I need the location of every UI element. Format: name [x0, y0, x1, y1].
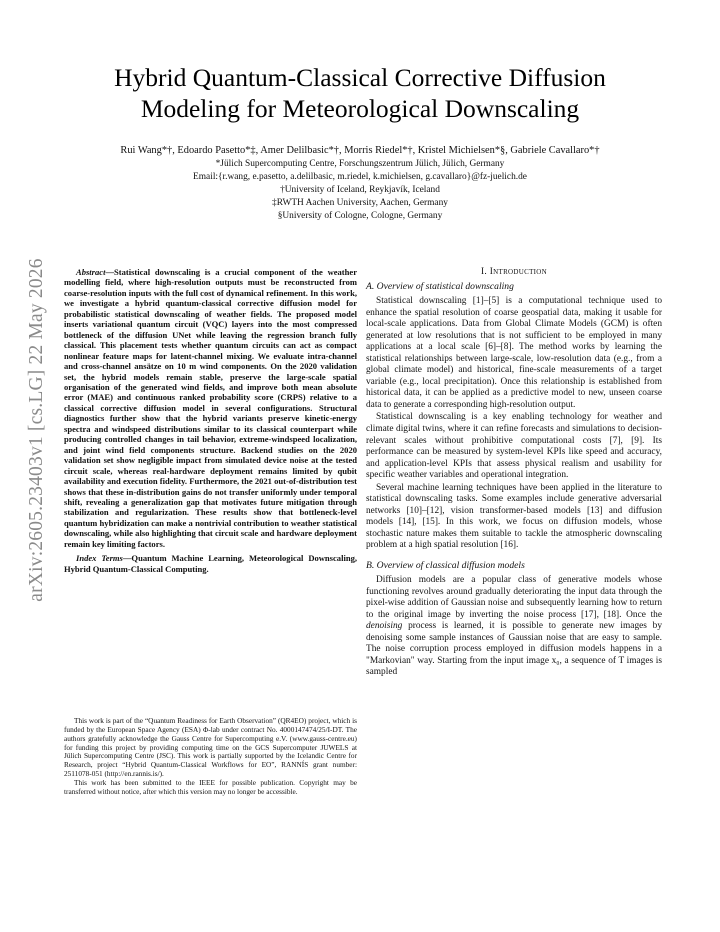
title-line-2: Modeling for Meteorological Downscaling [140, 94, 580, 123]
index-terms [64, 553, 357, 574]
paragraph-b1-end: process is learned, it is possible to generate new images by denoising some sample instances of Gaussian noise that are easy to sample. The noise corruption process employed in diffusion models happens in a "Markovian" way. Starting from the input image x₀, a sequence of T images is sampled [366, 621, 662, 678]
funding-footnote: This work is part of the “Quantum Readiness for Earth Observation” (QR4EO) project, which is funded by the European Space Agency (ESA) Φ-lab under contract No. 4000147474/25/I-DT. The authors gratefully acknowledge the Gauss Centre for Supercomputing e.V. (www.gauss-centre.eu) for funding this project by providing computing time on the GCS Supercomputer JUWELS at Jülich Supercomputing Centre (JSC). This work is partially supported by the Icelandic Centre for Research, project “Hybrid Quantum-Classical Workflows for EO”, RANNÍS grant number: 2511078-051 (http://en.rannis.is/). [64, 716, 357, 779]
paragraph-a1: Statistical downscaling [1]–[5] is a computational technique used to enhance the spatial resolution of coarse geospatial data, making it usable for local-scale applications. Data from Global Climate Models (GCM) is often generated at low resolutions that is not sufficient to be employed in many applications at a local scale [6]–[8]. The method works by learning the statistical relationships between large-scale, low-resolution data (e.g., from a global climate model) and historical, fine-scale measurements of a target variable (e.g., local precipitation). Once this relationship is established from historical data, it can be applied as a predictive model to new, unseen coarse data to generate a corresponding high-resolution output. [366, 296, 662, 410]
left-column [64, 267, 357, 574]
right-column [366, 267, 662, 680]
paragraph-a2: Statistical downscaling is a key enabling technology for weather and climate digital twins, where it can refine forecasts and simulations to decision-relevant scales without prohibitive computational costs [7], [9]. Its performance can be measured by system-level KPIs like speed and accuracy, and application-level KPIs that assess physical realism and usability for specific weather variables and operational integration. [366, 412, 662, 481]
abstract-text: Statistical downscaling is a crucial component of the weather modelling field, where high-resolution outputs must be reconstructed from coarse-resolution inputs with the full cost of dynamical refinement. In this work, we investigate a hybrid quantum-classical corrective diffusion model for probabilistic statistical downscaling of weather fields. The proposed model inserts variational quantum circuit (VQC) layers into the most compressed bottleneck of the diffusion UNet while leaving the regression branch fully classical. This placement tests whether quantum circuits can act as compact nonlinear feature maps for latent-channel mixing. We evaluate intra-channel and cross-channel ansätze on 10 m wind components. On the 2020 validation set, the hybrid models remain stable, preserve the large-scale spatial organisation of the generated wind fields, and improve both mean absolute error (MAE) and continuous ranked probability score (CRPS) relative to a classical corrective diffusion model in several configurations. Structural diagnostics further show that the hybrid variants preserve kinetic-energy spectra and windspeed distributions similar to its classical counterpart while producing controlled changes in tail behavior, extreme-windspeed localization, and joint wind field components structure. Backend studies on the 2020 validation set show negligible impact from simulated device noise at the tested circuit scale, whereas real-hardware deployment remains limited by qubit availability and execution fidelity. Furthermore, the 2021 out-of-distribution test shows that these in-distribution gains do not transfer uniformly under temporal shift, revealing a generalization gap that motivates future mitigation through stabilization and regularization. These results show that bottleneck-level quantum hybridization can make a nontrivial contribution to weather statistical downscaling, while also highlighting that circuit scale and hardware deployment remain key limiting factors. [64, 267, 357, 549]
affiliation-2: †University of Iceland, Reykjavík, Iceland [280, 185, 440, 195]
submission-footnote: This work has been submitted to the IEEE for possible publication. Copyright may be transferred without notice, after which this version may no longer be accessible. [64, 777, 357, 796]
arxiv-stamp [22, 250, 52, 610]
affiliation-4: §University of Cologne, Cologne, Germany [277, 211, 443, 221]
paragraph-b1-start: Diffusion models are a popular class of generative models whose functioning revolves around gradually deteriorating the input data through the pixel-wise addition of Gaussian noise and subsequently learning how to return to the original image by inverting the noise process [17], [18]. Once the [366, 575, 662, 620]
subsection-heading-b: B. Overview of classical diffusion models [366, 560, 525, 572]
footnote [64, 717, 357, 797]
title-line-1: Hybrid Quantum-Classical Corrective Diffusion [114, 63, 606, 92]
section-heading [366, 267, 662, 277]
author-list: Rui Wang*†, Edoardo Pasetto*‡, Amer Delilbasic*†, Morris Riedel*†, Kristel Michielsen*§, Gabriele Cavallaro*† [120, 145, 600, 156]
subsection-heading-a: A. Overview of statistical downscaling [366, 281, 514, 292]
index-terms-label: Index Terms [76, 553, 123, 564]
affiliation-email: Email:{r.wang, e.pasetto, a.delilbasic, m.riedel, k.michielsen, g.cavallaro}@fz-juelich.de [193, 172, 527, 182]
paragraph-b1 [366, 575, 662, 679]
abstract [64, 267, 357, 549]
paragraph-a3: Several machine learning techniques have been applied in the literature to statistical downscaling tasks. Some examples include generative adversarial networks [10]–[12], vision transformer-based models [13] and diffusion models [14], [15]. In this work, we focus on diffusion models, whose stochastic nature makes them suitable to tackle the atmospheric downscaling problem at a high spatial resolution [16]. [366, 482, 662, 551]
affiliation-3: ‡RWTH Aachen University, Aachen, Germany [272, 198, 448, 208]
affiliation-1: *Jülich Supercomputing Centre, Forschungszentrum Jülich, Jülich, Germany [215, 159, 505, 169]
arxiv-stamp-text: arXiv:2605.23403v1 [cs.LG] 22 May 2026 [26, 258, 47, 602]
section-number: I. [480, 267, 488, 277]
index-terms-text: —Quantum Machine Learning, Meteorological Downscaling, Hybrid Quantum-Classical Computing. [64, 553, 357, 574]
paragraph-b1-emphasis: denoising [366, 621, 403, 632]
paper-title [60, 62, 660, 124]
section-title: Introduction [489, 267, 547, 277]
abstract-label: Abstract— [76, 267, 114, 277]
